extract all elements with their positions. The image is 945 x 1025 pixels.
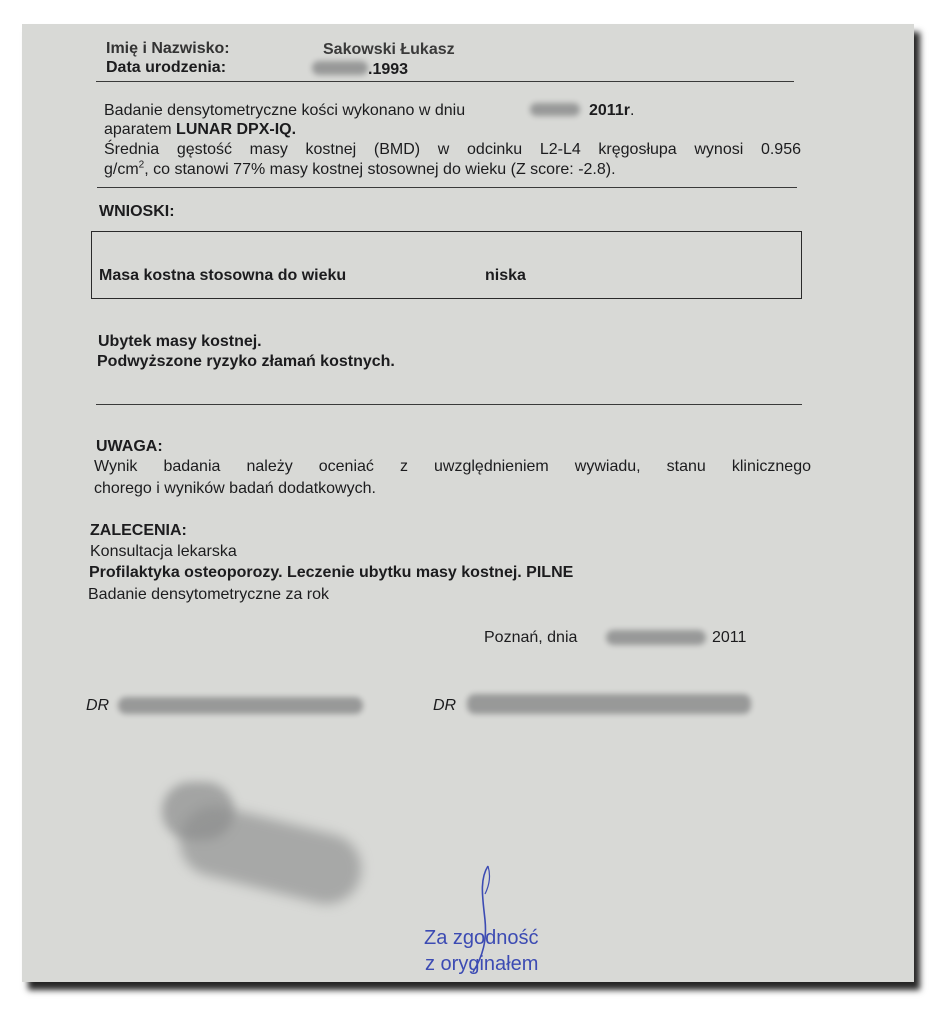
dob-label: Data urodzenia: [106,59,227,76]
right-doctor-prefix: DR [433,697,457,714]
unit: g/cm [104,161,139,178]
redacted-report-date [606,630,706,645]
exam-line-2 [104,120,296,139]
device-name: LUNAR DPX-IQ. [176,121,297,138]
redacted-dob [312,61,368,75]
box-value: niska [485,267,526,284]
exam-date-prefix: Badanie densytometryczne kości wykonano w dniu [104,102,466,119]
conclusions-heading: WNIOSKI: [99,203,175,220]
stamp-line-2: z oryginałem [425,953,539,975]
redacted-left-doctor-name [118,697,363,714]
exam-year-value: 2011r [589,102,630,119]
exam-line-4 [104,160,616,179]
stamp-line-1: Za zgodność [424,927,539,949]
exam-year-dot: . [629,102,635,119]
note-line-2: chorego i wyników badań dodatkowych. [94,480,376,497]
recommendation-1: Konsultacja lekarska [90,543,237,560]
divider [96,81,794,82]
redacted-right-doctor-name [467,694,751,714]
left-doctor-prefix: DR [86,697,110,714]
redacted-exam-date [530,103,580,116]
recommendations-heading: ZALECENIA: [90,522,187,539]
box-label: Masa kostna stosowna do wieku [99,267,347,284]
conclusion-box [91,231,802,299]
place-date-prefix: Poznań, dnia [484,629,578,646]
note-line-1: Wynik badania należy oceniać z uwzględnieniem wywiadu, stanu klinicznego [94,458,811,475]
name-value: Sakowski Łukasz [323,41,455,58]
conclusion-line-1: Ubytek masy kostnej. [98,333,262,350]
conclusion-line-2: Podwyższone ryzyko złamań kostnych. [97,353,395,370]
unit-exponent: 2 [138,159,145,171]
recommendation-2: Profilaktyka osteoporozy. Leczenie ubytku masy kostnej. PILNE [89,564,574,581]
device-prefix: aparatem [104,121,172,138]
dob-year: .1993 [368,61,409,78]
exam-year [589,101,634,120]
recommendation-3: Badanie densytometryczne za rok [88,586,330,603]
exam-line-3: Średnia gęstość masy kostnej (BMD) w odcinku L2-L4 kręgosłupa wynosi 0.956 [104,141,801,158]
exam-line-1 [104,101,465,120]
note-heading: UWAGA: [96,438,163,455]
exam-result: , co stanowi 77% masy kostnej stosownej do wieku (Z score: -2.8). [144,161,616,178]
divider [97,187,797,188]
name-label: Imię i Nazwisko: [106,40,230,57]
divider [96,404,802,405]
place-date-year: 2011 [712,629,747,646]
